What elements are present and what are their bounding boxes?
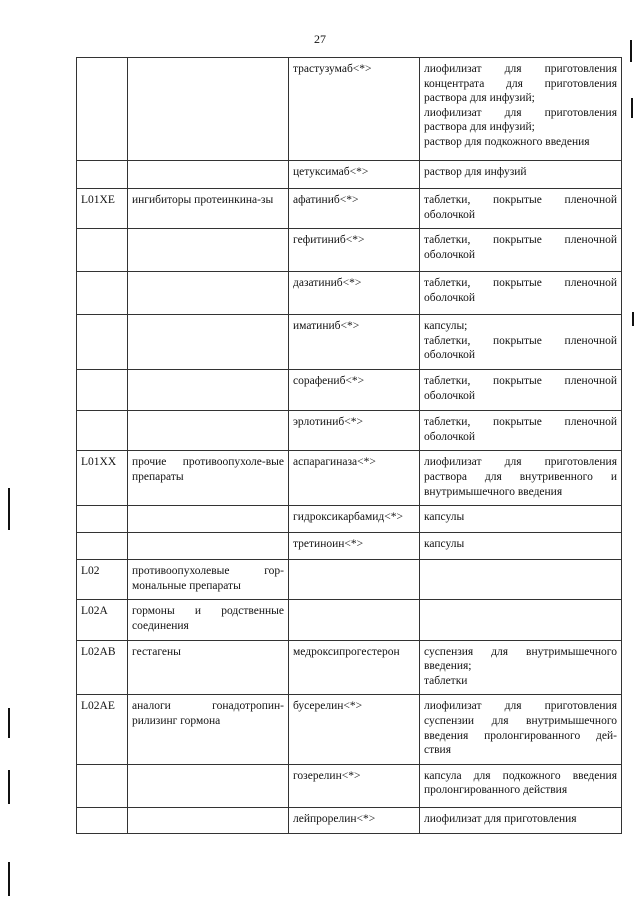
dosage-form-text: таблетки, покрытые пленочной оболочкой [424, 277, 617, 304]
atc-code-cell: L02A [77, 600, 128, 640]
atc-code-cell: L02AE [77, 695, 128, 764]
dosage-form-cell [420, 370, 622, 411]
drug-name-cell: дазатиниб<*> [289, 272, 420, 315]
dosage-form-text: таблетки, покрытые пленочной оболочкой [424, 194, 617, 221]
page-number: 27 [314, 32, 326, 46]
atc-code-cell: L02 [77, 560, 128, 600]
drug-table-body [77, 58, 622, 834]
drug-name-cell: лейпрорелин<*> [289, 807, 420, 833]
pharm-group-cell [128, 229, 289, 272]
atc-code-cell [77, 506, 128, 533]
pharm-group-cell: гормоны и родственные соединения [128, 600, 289, 640]
table-row [77, 560, 622, 600]
dosage-form-text: таблетки, покрытые пленочной оболочкой [424, 375, 617, 402]
atc-code-cell: L02AB [77, 640, 128, 695]
drug-name-cell: бусерелин<*> [289, 695, 420, 764]
dosage-form-cell [420, 640, 622, 695]
table-row [77, 506, 622, 533]
atc-code-cell [77, 161, 128, 189]
atc-code-cell [77, 229, 128, 272]
dosage-form-text: раствор для подкожного введения [424, 135, 590, 148]
pharm-group-cell: прочие противоопухоле-вые препараты [128, 451, 289, 506]
drug-name-cell: иматиниб<*> [289, 315, 420, 370]
table-row [77, 315, 622, 370]
scan-artifact [8, 488, 10, 530]
dosage-form-cell [420, 506, 622, 533]
atc-code-cell [77, 272, 128, 315]
pharm-group-cell: гестагены [128, 640, 289, 695]
pharm-group-cell [128, 764, 289, 807]
drug-name-cell: сорафениб<*> [289, 370, 420, 411]
dosage-form-cell [420, 695, 622, 764]
drug-name-cell [289, 600, 420, 640]
dosage-form-text: лиофилизат для приготовления суспензии для внутримышечного введения пролонгированного дей-ствия [424, 700, 617, 757]
table-row [77, 229, 622, 272]
table-row [77, 695, 622, 764]
pharm-group-cell: аналоги гонадотропин-рилизинг гормона [128, 695, 289, 764]
drug-name-cell: афатиниб<*> [289, 189, 420, 229]
dosage-form-cell [420, 229, 622, 272]
dosage-form-text: таблетки, покрытые пленочной оболочкой [424, 334, 617, 362]
dosage-form-text: раствор для инфузий [424, 166, 527, 178]
drug-name-cell: гефитиниб<*> [289, 229, 420, 272]
atc-code-cell [77, 411, 128, 451]
drug-name-cell: гозерелин<*> [289, 764, 420, 807]
dosage-form-cell [420, 600, 622, 640]
pharm-group-cell [128, 272, 289, 315]
scan-artifact [8, 770, 10, 804]
pharm-group-cell: противоопухолевые гор-мональные препараты [128, 560, 289, 600]
table-row [77, 640, 622, 695]
dosage-form-cell [420, 807, 622, 833]
dosage-form-cell [420, 315, 622, 370]
dosage-form-text: таблетки, покрытые пленочной оболочкой [424, 416, 617, 443]
atc-code-cell [77, 58, 128, 161]
table-row [77, 370, 622, 411]
atc-code-cell: L01XE [77, 189, 128, 229]
dosage-form-text: лиофилизат для приготовления раствора для инфузий; [424, 106, 617, 134]
atc-code-cell: L01XX [77, 451, 128, 506]
drug-name-cell: трастузумаб<*> [289, 58, 420, 161]
table-row [77, 600, 622, 640]
dosage-form-cell [420, 161, 622, 189]
dosage-form-cell [420, 272, 622, 315]
dosage-form-cell [420, 764, 622, 807]
pharm-group-cell [128, 506, 289, 533]
table-row [77, 272, 622, 315]
scan-artifact [8, 862, 10, 896]
dosage-form-text: лиофилизат для приготовления раствора для внутривенного и внутримышечного введения [424, 456, 617, 498]
dosage-form-cell [420, 189, 622, 229]
pharm-group-cell [128, 161, 289, 189]
dosage-form-text: капсулы [424, 538, 465, 551]
drug-name-cell: медроксипрогестерон [289, 640, 420, 695]
dosage-form-text: капсула для подкожного введения пролонгированного действия [424, 769, 617, 797]
pharm-group-cell [128, 315, 289, 370]
table-row [77, 764, 622, 807]
dosage-form-text: капсулы; [424, 320, 468, 333]
table-row [77, 161, 622, 189]
pharm-group-cell [128, 58, 289, 161]
pharm-group-cell [128, 533, 289, 560]
dosage-form-cell [420, 533, 622, 560]
dosage-form-text: таблетки [424, 674, 468, 687]
drug-table [76, 57, 622, 834]
dosage-form-text: капсулы [424, 511, 465, 524]
pharm-group-cell: ингибиторы протеинкина-зы [128, 189, 289, 229]
pharm-group-cell [128, 807, 289, 833]
atc-code-cell [77, 533, 128, 560]
dosage-form-cell [420, 560, 622, 600]
table-row [77, 411, 622, 451]
dosage-form-text: суспензия для внутримышечного введения; [424, 645, 617, 673]
atc-code-cell [77, 370, 128, 411]
atc-code-cell [77, 807, 128, 833]
scan-artifact [631, 98, 633, 118]
scan-artifact [630, 40, 632, 62]
dosage-form-cell [420, 58, 622, 161]
dosage-form-text: лиофилизат для приготовления [424, 812, 577, 825]
drug-name-cell [289, 560, 420, 600]
atc-code-cell [77, 315, 128, 370]
dosage-form-text: лиофилизат для приготовления концентрата для приготовления раствора для инфузий; [424, 63, 617, 105]
dosage-form-text: таблетки, покрытые пленочной оболочкой [424, 234, 617, 261]
drug-name-cell: гидроксикарбамид<*> [289, 506, 420, 533]
table-row [77, 58, 622, 161]
drug-name-cell: аспарагиназа<*> [289, 451, 420, 506]
drug-name-cell: эрлотиниб<*> [289, 411, 420, 451]
scan-artifact [8, 708, 10, 738]
atc-code-cell [77, 764, 128, 807]
pharm-group-cell [128, 411, 289, 451]
dosage-form-cell [420, 451, 622, 506]
pharm-group-cell [128, 370, 289, 411]
scan-artifact [632, 312, 634, 326]
dosage-form-cell [420, 411, 622, 451]
table-row [77, 451, 622, 506]
table-row [77, 189, 622, 229]
drug-name-cell: цетуксимаб<*> [289, 161, 420, 189]
table-row [77, 533, 622, 560]
drug-name-cell: третиноин<*> [289, 533, 420, 560]
table-row [77, 807, 622, 833]
